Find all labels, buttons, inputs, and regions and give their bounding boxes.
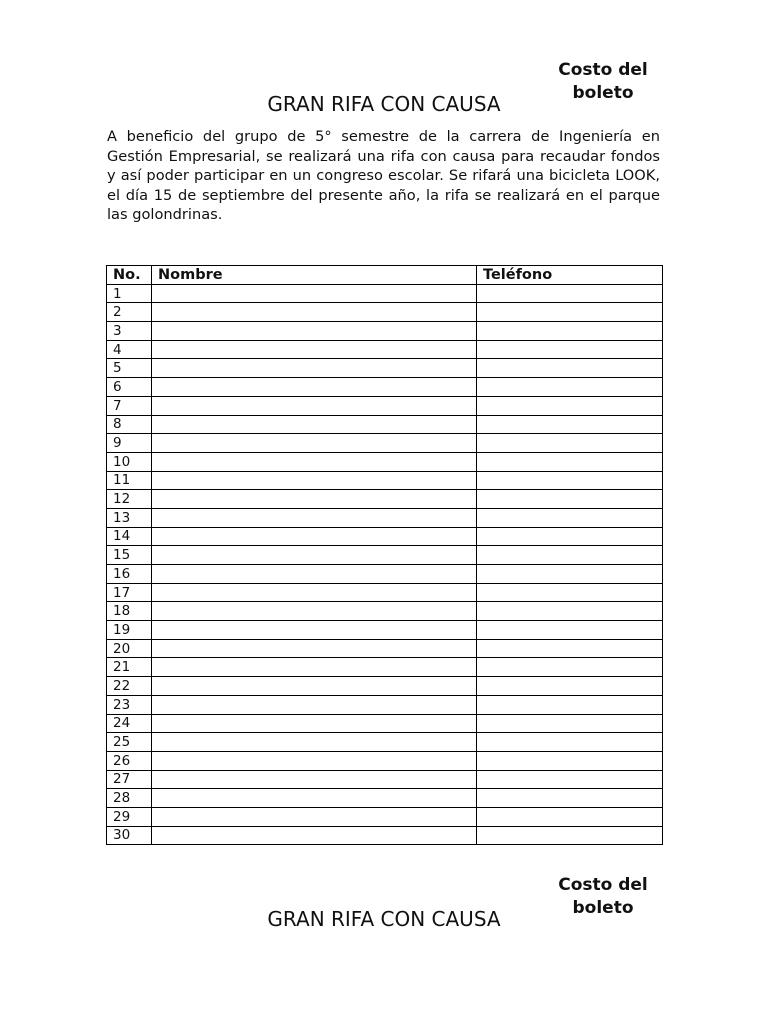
phone-cell[interactable] [477, 602, 663, 621]
phone-cell[interactable] [477, 396, 663, 415]
phone-cell[interactable] [477, 770, 663, 789]
column-header-name: Nombre [152, 266, 477, 285]
ticket-cost-label-line2: boleto [572, 898, 634, 918]
phone-cell[interactable] [477, 303, 663, 322]
name-cell[interactable] [152, 770, 477, 789]
phone-cell[interactable] [477, 322, 663, 341]
column-header-phone: Teléfono [477, 266, 663, 285]
phone-cell[interactable] [477, 415, 663, 434]
raffle-description: A beneficio del grupo de 5° semestre de la carrera de Ingeniería en Gestión Empresarial, se realizará una rifa con causa para recaudar fondos y así poder participar en un congreso escolar. Se rifará una bicicleta LOOK, el día 15 de septiembre del presente año, la rifa se realizará en el parque las golondrinas. [107, 128, 660, 224]
phone-cell[interactable] [477, 546, 663, 565]
row-number-cell: 2 [107, 303, 152, 322]
row-number-cell: 11 [107, 471, 152, 490]
row-number-cell: 30 [107, 826, 152, 845]
table-row [107, 826, 663, 845]
name-cell[interactable] [152, 733, 477, 752]
table-row [107, 452, 663, 471]
table-row [107, 546, 663, 565]
table-row [107, 639, 663, 658]
ticket-cost-label-line2: boleto [572, 83, 634, 103]
table-row [107, 508, 663, 527]
table-row [107, 396, 663, 415]
table-row [107, 658, 663, 677]
row-number-cell: 4 [107, 340, 152, 359]
row-number-cell: 24 [107, 714, 152, 733]
phone-cell[interactable] [477, 434, 663, 453]
phone-cell[interactable] [477, 658, 663, 677]
phone-cell[interactable] [477, 751, 663, 770]
row-number-cell: 29 [107, 807, 152, 826]
row-number-cell: 22 [107, 677, 152, 696]
table-row [107, 303, 663, 322]
name-cell[interactable] [152, 415, 477, 434]
table-row [107, 322, 663, 341]
row-number-cell: 10 [107, 452, 152, 471]
name-cell[interactable] [152, 490, 477, 509]
row-number-cell: 15 [107, 546, 152, 565]
table-row [107, 340, 663, 359]
phone-cell[interactable] [477, 807, 663, 826]
name-cell[interactable] [152, 546, 477, 565]
row-number-cell: 18 [107, 602, 152, 621]
row-number-cell: 13 [107, 508, 152, 527]
table-row [107, 770, 663, 789]
row-number-cell: 14 [107, 527, 152, 546]
page-title: GRAN RIFA CON CAUSA [267, 92, 501, 116]
name-cell[interactable] [152, 396, 477, 415]
row-number-cell: 17 [107, 583, 152, 602]
phone-cell[interactable] [477, 714, 663, 733]
phone-cell[interactable] [477, 583, 663, 602]
table-row [107, 284, 663, 303]
table-row [107, 359, 663, 378]
row-number-cell: 21 [107, 658, 152, 677]
name-cell[interactable] [152, 583, 477, 602]
name-cell[interactable] [152, 565, 477, 584]
phone-cell[interactable] [477, 378, 663, 397]
row-number-cell: 26 [107, 751, 152, 770]
row-number-cell: 3 [107, 322, 152, 341]
column-header-no: No. [107, 266, 152, 285]
row-number-cell: 12 [107, 490, 152, 509]
phone-cell[interactable] [477, 471, 663, 490]
name-cell[interactable] [152, 807, 477, 826]
name-cell[interactable] [152, 527, 477, 546]
phone-cell[interactable] [477, 789, 663, 808]
name-cell[interactable] [152, 658, 477, 677]
row-number-cell: 28 [107, 789, 152, 808]
phone-cell[interactable] [477, 284, 663, 303]
table-row [107, 434, 663, 453]
name-cell[interactable] [152, 284, 477, 303]
name-cell[interactable] [152, 714, 477, 733]
row-number-cell: 16 [107, 565, 152, 584]
name-cell[interactable] [152, 639, 477, 658]
phone-cell[interactable] [477, 695, 663, 714]
name-cell[interactable] [152, 471, 477, 490]
row-number-cell: 9 [107, 434, 152, 453]
name-cell[interactable] [152, 621, 477, 640]
name-cell[interactable] [152, 677, 477, 696]
participants-table [106, 265, 663, 845]
phone-cell[interactable] [477, 565, 663, 584]
row-number-cell: 27 [107, 770, 152, 789]
phone-cell[interactable] [477, 733, 663, 752]
name-cell[interactable] [152, 602, 477, 621]
row-number-cell: 6 [107, 378, 152, 397]
table-row [107, 527, 663, 546]
name-cell[interactable] [152, 695, 477, 714]
phone-cell[interactable] [477, 677, 663, 696]
table-row [107, 471, 663, 490]
table-row [107, 695, 663, 714]
table-row [107, 677, 663, 696]
phone-cell[interactable] [477, 340, 663, 359]
phone-cell[interactable] [477, 639, 663, 658]
table-row [107, 415, 663, 434]
phone-cell[interactable] [477, 527, 663, 546]
phone-cell[interactable] [477, 452, 663, 471]
name-cell[interactable] [152, 378, 477, 397]
row-number-cell: 7 [107, 396, 152, 415]
row-number-cell: 1 [107, 284, 152, 303]
name-cell[interactable] [152, 322, 477, 341]
table-row [107, 714, 663, 733]
row-number-cell: 5 [107, 359, 152, 378]
table-row [107, 807, 663, 826]
row-number-cell: 19 [107, 621, 152, 640]
name-cell[interactable] [152, 452, 477, 471]
table-row [107, 583, 663, 602]
table-row [107, 490, 663, 509]
table-row [107, 621, 663, 640]
name-cell[interactable] [152, 751, 477, 770]
row-number-cell: 23 [107, 695, 152, 714]
phone-cell[interactable] [477, 490, 663, 509]
phone-cell[interactable] [477, 621, 663, 640]
name-cell[interactable] [152, 303, 477, 322]
row-number-cell: 8 [107, 415, 152, 434]
phone-cell[interactable] [477, 508, 663, 527]
name-cell[interactable] [152, 789, 477, 808]
table-row [107, 733, 663, 752]
name-cell[interactable] [152, 826, 477, 845]
ticket-cost-label-line1: Costo del [558, 60, 648, 80]
phone-cell[interactable] [477, 826, 663, 845]
ticket-cost-label-line1: Costo del [558, 875, 648, 895]
page-title-bottom: GRAN RIFA CON CAUSA [267, 907, 501, 931]
row-number-cell: 25 [107, 733, 152, 752]
table-row [107, 789, 663, 808]
phone-cell[interactable] [477, 359, 663, 378]
name-cell[interactable] [152, 434, 477, 453]
table-row [107, 378, 663, 397]
name-cell[interactable] [152, 359, 477, 378]
table-header-row [107, 266, 663, 285]
table-row [107, 565, 663, 584]
table-row [107, 602, 663, 621]
name-cell[interactable] [152, 508, 477, 527]
row-number-cell: 20 [107, 639, 152, 658]
table-row [107, 751, 663, 770]
name-cell[interactable] [152, 340, 477, 359]
